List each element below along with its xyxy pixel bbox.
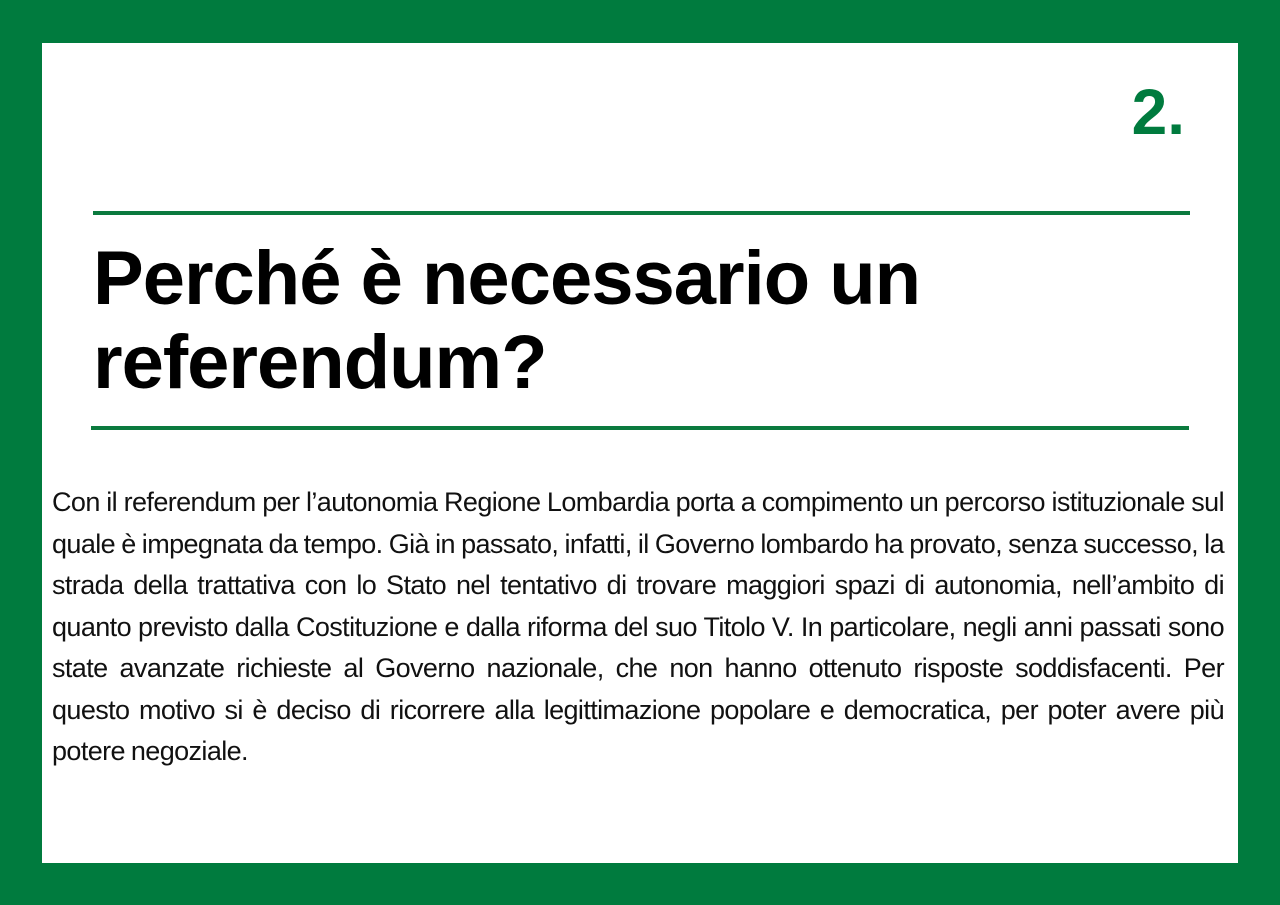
page-title: Perché è necessario un referendum?	[93, 236, 921, 405]
body-paragraph: Con il referendum per l’autonomia Regione Lombardia porta a compimento un percorso istituzionale sul quale è impegnata da tempo. Già in passato, infatti, il Governo lombardo ha provato, senza successo, la strada della trattativa con lo Stato nel tentativo di trovare maggiori spazi di autonomia, nell’ambito di quanto previsto dalla Costituzione e dalla riforma del suo Titolo V. In particolare, negli anni passati sono state avanzate richieste al Governo nazionale, che non hanno ottenuto risposte soddisfacenti. Per questo motivo si è deciso di ricorrere alla legittimazione popolare e democratica, per poter avere più potere negoziale.	[52, 487, 1224, 766]
slide-number: 2.	[1131, 76, 1185, 148]
top-divider	[93, 211, 1190, 215]
bottom-divider	[91, 426, 1189, 430]
